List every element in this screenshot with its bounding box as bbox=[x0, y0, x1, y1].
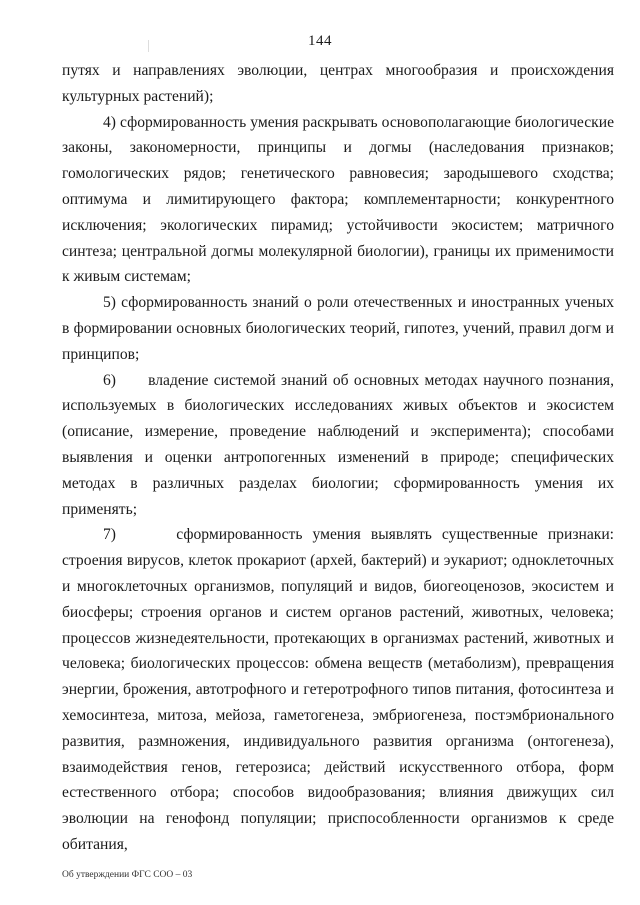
document-body bbox=[62, 58, 618, 858]
paragraph-item-5: 5) сформированность знаний о роли отечественных и иностранных ученых в формировании основных биологических теорий, гипотез, учений, правил догм и принципов; bbox=[62, 294, 614, 363]
paragraph-item-4: 4) сформированность умения раскрывать основополагающие биологические законы, закономерности, принципы и догмы (наследования признаков; гомологических рядов; генетического равновесия; зародышевого сходства; оптимума и лимитирующего фактора; комплементарности; конкурентного исключения; экологических пирамид; устойчивости экосистем; матричного синтеза; центральной догмы молекулярной биологии), границы их применимости к живым системам; bbox=[62, 113, 614, 286]
paragraph-item-7: 7) сформированность умения выявлять существенные признаки: строения вирусов, клеток прокариот (архей, бактерий) и эукариот; одноклеточных и многоклеточных организмов, популяций и видов, биогеоценозов, экосистем и биосферы; строения органов и систем органов растений, животных, человека; процессов жизнедеятельности, протекающих в организмах растений, животных и человека; биологических процессов: обмена веществ (метаболизм), превращения энергии, брожения, автотрофного и гетеротрофного типов питания, фотосинтеза и хемосинтеза, митоза, мейоза, гаметогенеза, эмбриогенеза, постэмбрионального развития, размножения, индивидуального развития организма (онтогенеза), взаимодействия генов, гетерозиса; действий искусственного отбора, форм естественного отбора; способов видообразования; влияния движущих сил эволюции на генофонд популяции; приспособленности организмов к среде обитания, bbox=[62, 526, 618, 853]
paragraph-item-6: 6) владение системой знаний об основных методах научного познания, используемых в биологических исследованиях живых объектов и экосистем (описание, измерение, проведение наблюдений и эксперимента); способами выявления и оценки антропогенных изменений в природе; специфических методах в различных разделах биологии; сформированность умения их применять; bbox=[62, 371, 618, 518]
page-footer: Об утверждении ФГС СОО – 03 bbox=[62, 870, 193, 880]
page-number: 144 bbox=[308, 33, 332, 49]
paragraph-continuation: путях и направлениях эволюции, центрах многообразия и происхождения культурных растений); bbox=[62, 62, 614, 105]
